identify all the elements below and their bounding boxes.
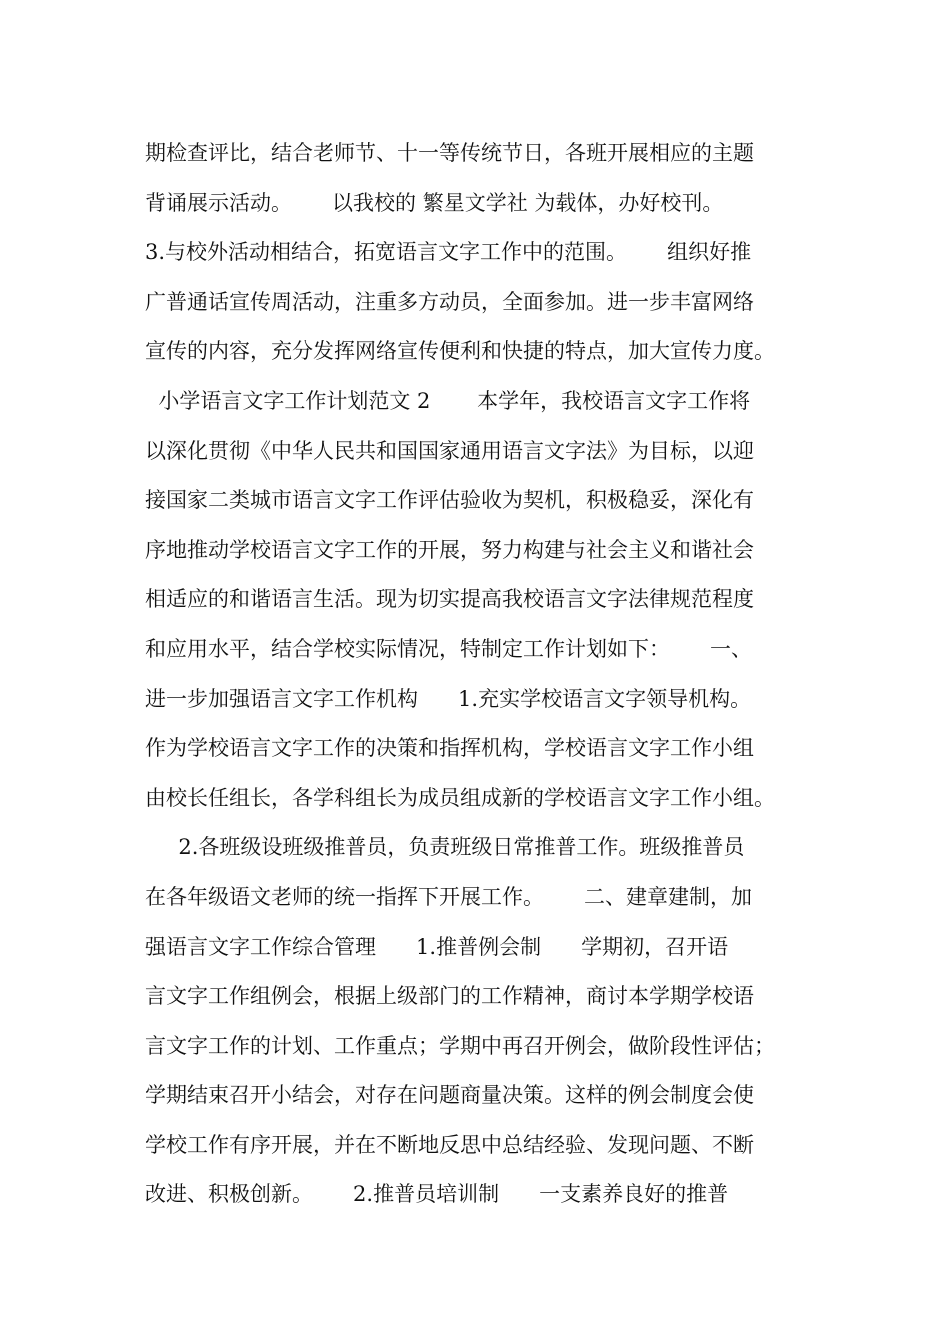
text-line: 序地推动学校语言文字工作的开展，努力构建与社会主义和谐社会 (145, 537, 754, 562)
text-line: 相适应的和谐语言生活。现为切实提高我校语言文字法律规范程度 (145, 587, 754, 612)
text-line: 以深化贯彻《中华人民共和国国家通用语言文字法》为目标，以迎 (145, 438, 754, 463)
text-line: 言文字工作的计划、工作重点；学期中再召开例会，做阶段性评估； (145, 1033, 775, 1058)
text-line: 作为学校语言文字工作的决策和指挥机构，学校语言文字工作小组 (145, 736, 754, 761)
text-line: 背诵展示活动。 以我校的 繁星文学社 为载体，办好校刊。 (145, 190, 724, 215)
text-line: 学校工作有序开展，并在不断地反思中总结经验、发现问题、不断 (145, 1132, 754, 1157)
text-line: 广普通话宣传周活动，注重多方动员，全面参加。进一步丰富网络 (145, 289, 754, 314)
text-line: 学期结束召开小结会，对存在问题商量决策。这样的例会制度会使 (145, 1083, 754, 1108)
text-line: 接国家二类城市语言文字工作评估验收为契机，积极稳妥，深化有 (145, 488, 754, 513)
text-line: 改进、积极创新。 2.推普员培训制 一支素养良好的推普 (145, 1182, 729, 1207)
text-line: 3.与校外活动相结合，拓宽语言文字工作中的范围。 组织好推 (145, 240, 752, 265)
text-line: 小学语言文字工作计划范文 2 本学年，我校语言文字工作将 (145, 388, 751, 413)
text-line: 2.各班级设班级推普员，负责班级日常推普工作。班级推普员 (145, 835, 745, 860)
text-line: 和应用水平，结合学校实际情况，特制定工作计划如下： 一、 (145, 636, 753, 661)
text-line: 由校长任组长，各学科组长为成员组成新的学校语言文字工作小组。 (145, 785, 775, 810)
body-text (145, 129, 825, 1220)
text-line: 强语言文字工作综合管理 1.推普例会制 学期初，召开语 (145, 934, 729, 959)
text-line: 宣传的内容，充分发挥网络宣传便利和快捷的特点，加大宣传力度。 (145, 339, 775, 364)
text-line: 言文字工作组例会，根据上级部门的工作精神，商讨本学期学校语 (145, 984, 754, 1009)
text-line: 在各年级语文老师的统一指挥下开展工作。 二、建章建制，加 (145, 884, 753, 909)
text-line: 进一步加强语言文字工作机构 1.充实学校语言文字领导机构。 (145, 686, 752, 711)
text-line: 期检查评比，结合老师节、十一等传统节日，各班开展相应的主题 (145, 141, 754, 165)
